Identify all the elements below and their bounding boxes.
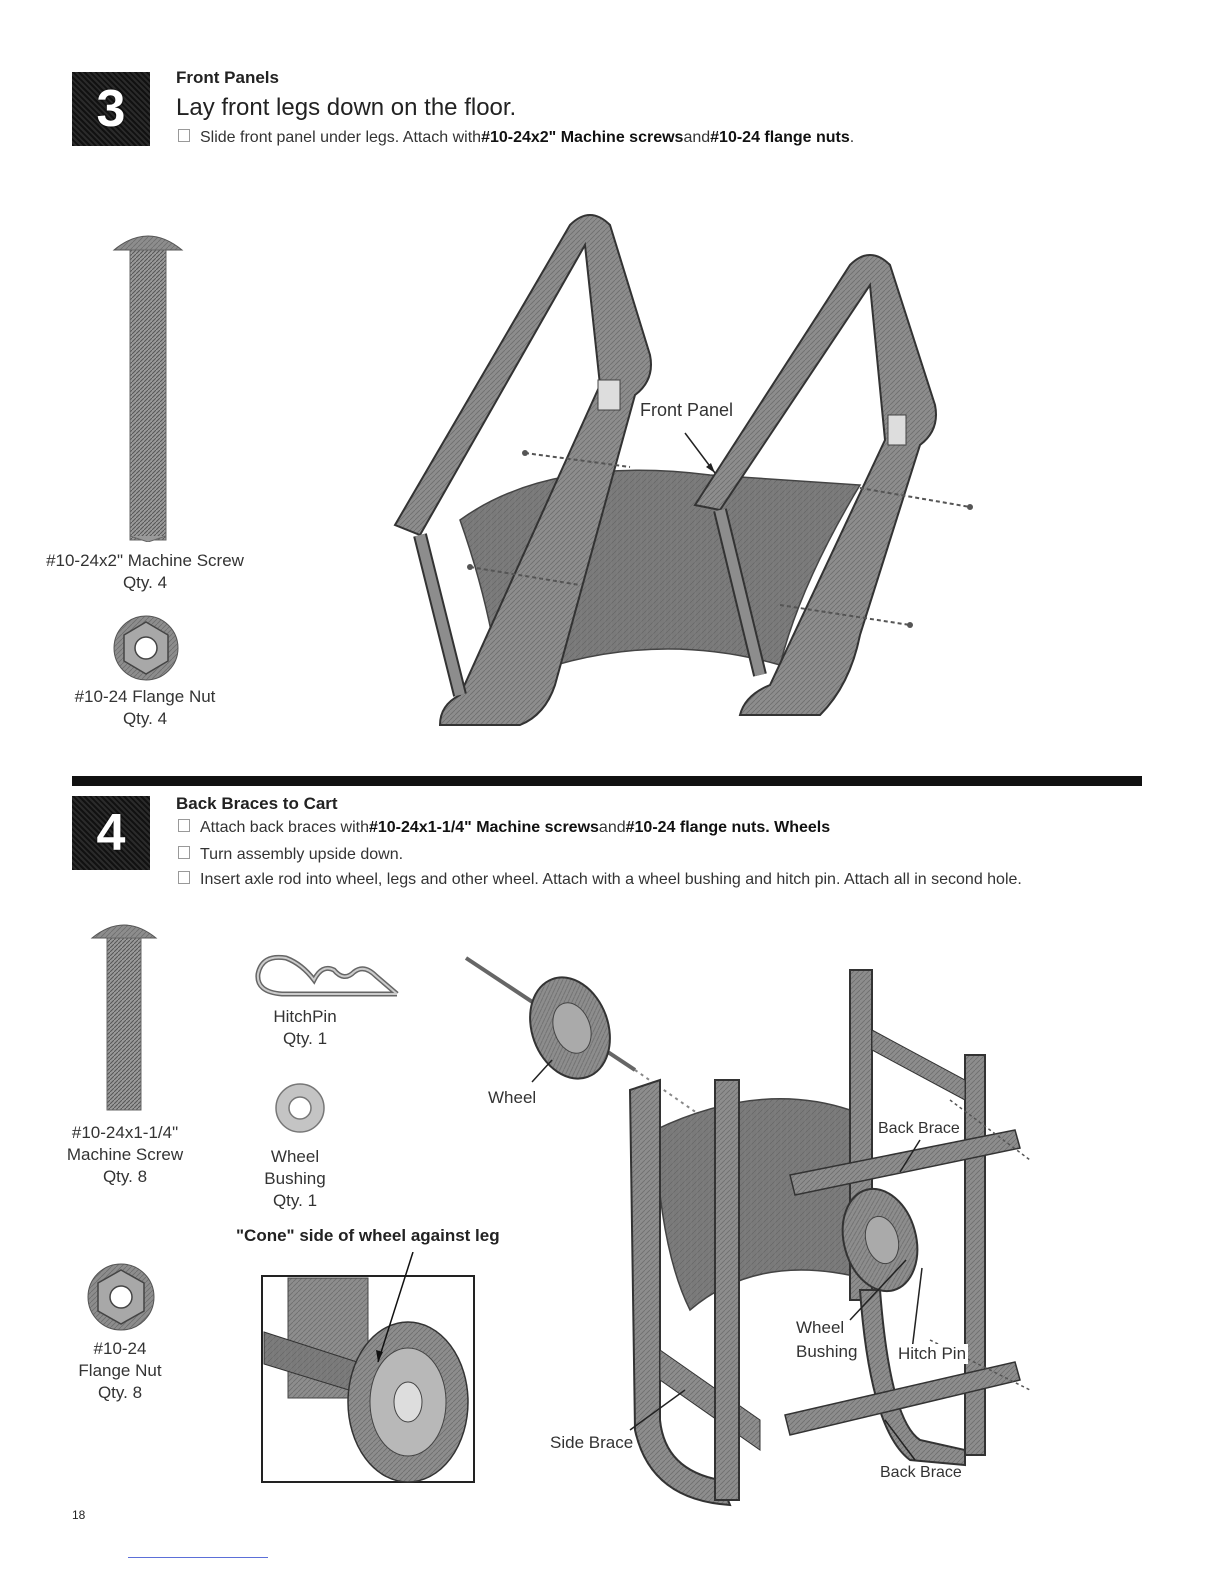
step-3-screw-caption	[40, 550, 250, 594]
cart-assembly-drawing	[460, 950, 1040, 1510]
callout-wheel: Wheel	[488, 1088, 537, 1107]
wheel-bushing-caption	[240, 1146, 350, 1212]
step-3-instruction: Slide front panel under legs. Attach with #10-24x2" Machine screws and #10-24 flange nuts .	[178, 129, 854, 147]
step-3-nut-qty: Qty. 4	[122, 709, 168, 728]
step-3-badge	[72, 72, 150, 146]
wheel-bushing-qty: Qty. 1	[272, 1191, 318, 1210]
detail-caption: "Cone" side of wheel against leg	[236, 1226, 500, 1245]
callout-hitch-pin: Hitch Pin	[898, 1344, 967, 1363]
step-3-subtitle: Front Panels	[176, 68, 279, 87]
callout-back-brace-bottom: Back Brace	[880, 1464, 962, 1481]
wheel-bushing-name: Wheel Bushing	[264, 1147, 326, 1188]
bottom-rule	[128, 1557, 268, 1558]
step-4-number: 4	[96, 804, 126, 862]
machine-screw-2in-illustration	[108, 222, 188, 542]
step-4-subtitle: Back Braces to Cart	[176, 794, 338, 813]
step-4-nut-line1: #10-24	[93, 1339, 147, 1358]
step-3-number: 3	[96, 80, 126, 138]
callout-wheel-bushing-line1: Wheel	[796, 1318, 845, 1337]
step-4-screw-line1: #10-24x1-1/4"	[71, 1123, 179, 1142]
page-number: 18	[72, 1508, 86, 1522]
flange-nut-illustration	[112, 614, 180, 682]
section-divider	[72, 776, 1142, 786]
hitch-pin-illustration	[252, 946, 402, 1000]
callout-front-panel: Front Panel	[640, 400, 734, 420]
step-3-heading: Lay front legs down on the floor.	[176, 94, 517, 121]
step-3-screw-name: #10-24x2" Machine Screw	[46, 551, 244, 570]
flange-nut-illustration-step4	[86, 1262, 156, 1332]
checkbox-icon	[178, 819, 190, 832]
step-4-screw-line2: Machine Screw	[66, 1145, 184, 1164]
step-4-screw-caption	[40, 1122, 210, 1188]
machine-screw-1-1-4in-illustration	[86, 912, 162, 1112]
callout-wheel-bushing	[796, 1316, 857, 1364]
step-3-nut-name: #10-24 Flange Nut	[74, 687, 216, 706]
step-4-instruction-3: Insert axle rod into wheel, legs and other wheel. Attach with a wheel bushing and hitch pin. Attach all in second hole.	[178, 871, 1022, 889]
step-4-nut-caption	[60, 1338, 180, 1404]
checkbox-icon	[178, 129, 190, 142]
step-4-instruction-2: Turn assembly upside down.	[178, 846, 403, 864]
step-3-nut-caption	[40, 686, 250, 730]
hitch-pin-qty: Qty. 1	[282, 1029, 328, 1048]
step-3-screw-qty: Qty. 4	[122, 573, 168, 592]
step-4-nut-qty: Qty. 8	[97, 1383, 143, 1402]
wheel-bushing-illustration	[274, 1082, 326, 1134]
checkbox-icon	[178, 871, 190, 884]
hitch-pin-name: HitchPin	[273, 1007, 337, 1026]
step-4-nut-line2: Flange Nut	[78, 1361, 162, 1380]
checkbox-icon	[178, 846, 190, 859]
callout-side-brace: Side Brace	[550, 1433, 634, 1452]
step-4-instruction-1: Attach back braces with #10-24x1-1/4" Machine screws and #10-24 flange nuts. Wheels	[178, 819, 830, 837]
callout-wheel-bushing-line2: Bushing	[796, 1342, 858, 1361]
front-legs-assembly-drawing	[380, 205, 980, 735]
step-4-badge	[72, 796, 150, 870]
step-4-screw-qty: Qty. 8	[102, 1167, 148, 1186]
callout-back-brace-top: Back Brace	[878, 1120, 960, 1137]
hitch-pin-caption	[240, 1006, 370, 1050]
cone-side-detail-inset	[258, 1252, 478, 1484]
